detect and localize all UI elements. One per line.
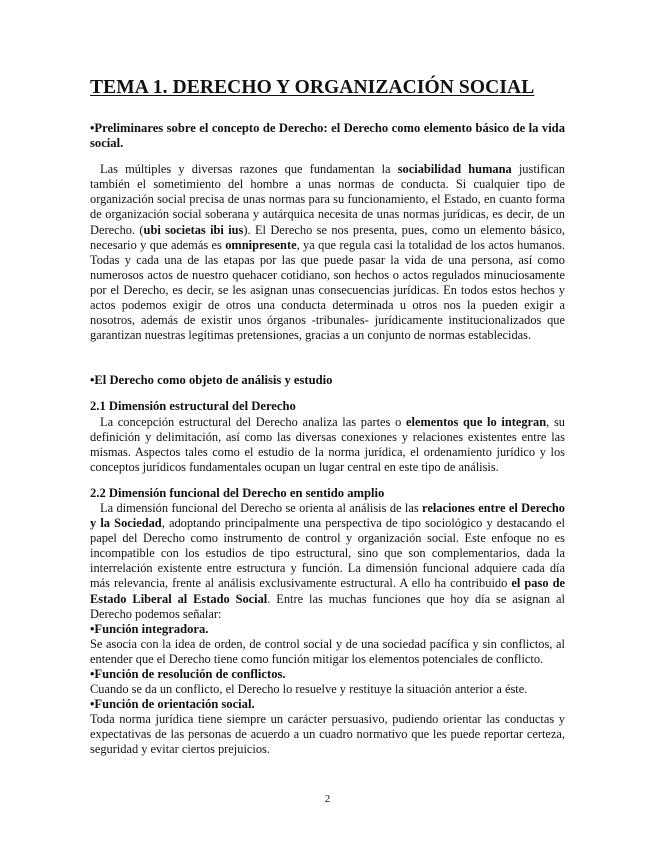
page-title: TEMA 1. DERECHO Y ORGANIZACIÓN SOCIAL xyxy=(90,77,535,98)
function-title-resolucion: •Función de resolución de conflictos. xyxy=(90,667,286,681)
function-title-integradora: •Función integradora. xyxy=(90,621,209,636)
section-heading-objeto: •El Derecho como objeto de análisis y estudio xyxy=(90,373,333,388)
page-number: 2 xyxy=(324,793,331,805)
function-text-resolucion: Cuando se da un conflicto, el Derecho lo resuelve y restituye la situación anterior a éste. xyxy=(90,682,528,697)
function-text-integradora: Se asocia con la idea de orden, de control social y de una sociedad pacífica y sin conflictos, al entender que el Derecho tiene como función mitigar los elementos potenciales de conflicto. xyxy=(90,636,565,666)
section-heading-preliminares: •Preliminares sobre el concepto de Derecho: el Derecho como elemento básico de la vida social. xyxy=(90,121,565,151)
paragraph-estructural: La concepción estructural del Derecho analiza las partes o elementos que lo integran, su definición y delimitación, así como las diversas conexiones y relaciones existentes entre las mismas. Aspectos tales como el estudio de la norma jurídica, el ordenamiento jurídico y los conceptos jurídicos fundamentales ocupan un lugar central en este tipo de análisis. xyxy=(90,414,565,474)
subsection-heading-estructural: 2.1 Dimensión estructural del Derecho xyxy=(90,399,296,414)
paragraph-funcional: La dimensión funcional del Derecho se orienta al análisis de las relaciones entre el Derecho y la Sociedad, adoptando principalmente una perspectiva de tipo sociológico y destacando el papel del Derecho como instrumento de control y organización social. Este enfoque no es incompatible con los estudios de tipo estructural, sino que son complementarios, dada la interrelación existente entre estructura y función. La dimensión funcional adquiere cada día más relevancia, frente al análisis exclusivamente estructural. A ello ha contribuido el paso de Estado Liberal al Estado Social. Entre las muchas funciones que hoy día se asignan al Derecho podemos señalar: xyxy=(90,500,565,621)
paragraph-preliminares: Las múltiples y diversas razones que fundamentan la sociabilidad humana justifican también el sometimiento del hombre a unas normas de conducta. Si cualquier tipo de organización social precisa de unas normas para su funcionamiento, el Estado, en cuanto forma de organización social soberana y autárquica necesita de unas normas jurídicas, es decir, de un Derecho. (ubi societas ibi ius). El Derecho se nos presenta, pues, como un elemento básico, necesario y que además es omnipresente, ya que regula casi la totalidad de los actos humanos. Todas y cada una de las etapas por las que puede pasar la vida de una persona, así como numerosos actos de nuestro quehacer cotidiano, son hechos o actos regulados minuciosamente por el Derecho, es decir, se les asignan unas consecuencias jurídicas. En todos estos hechos y actos podemos exigir de otros una conducta determinada u otros nos la pueden exigir a nosotros, además de existir unos órganos -tribunales- jurídicamente institucionalizados que garantizan nuestras legítimas pretensiones, gracias a un conjunto de normas establecidas. xyxy=(90,162,565,343)
function-text-orientacion: Toda norma jurídica tiene siempre un carácter persuasivo, pudiendo orientar las conductas y expectativas de las personas de acuerdo a un cuadro normativo que les puede reportar certeza, seguridad y evitar ciertos prejuicios. xyxy=(90,712,565,757)
function-title-orientacion: •Función de orientación social. xyxy=(90,697,255,712)
subsection-heading-funcional: 2.2 Dimensión funcional del Derecho en sentido amplio xyxy=(90,485,385,500)
